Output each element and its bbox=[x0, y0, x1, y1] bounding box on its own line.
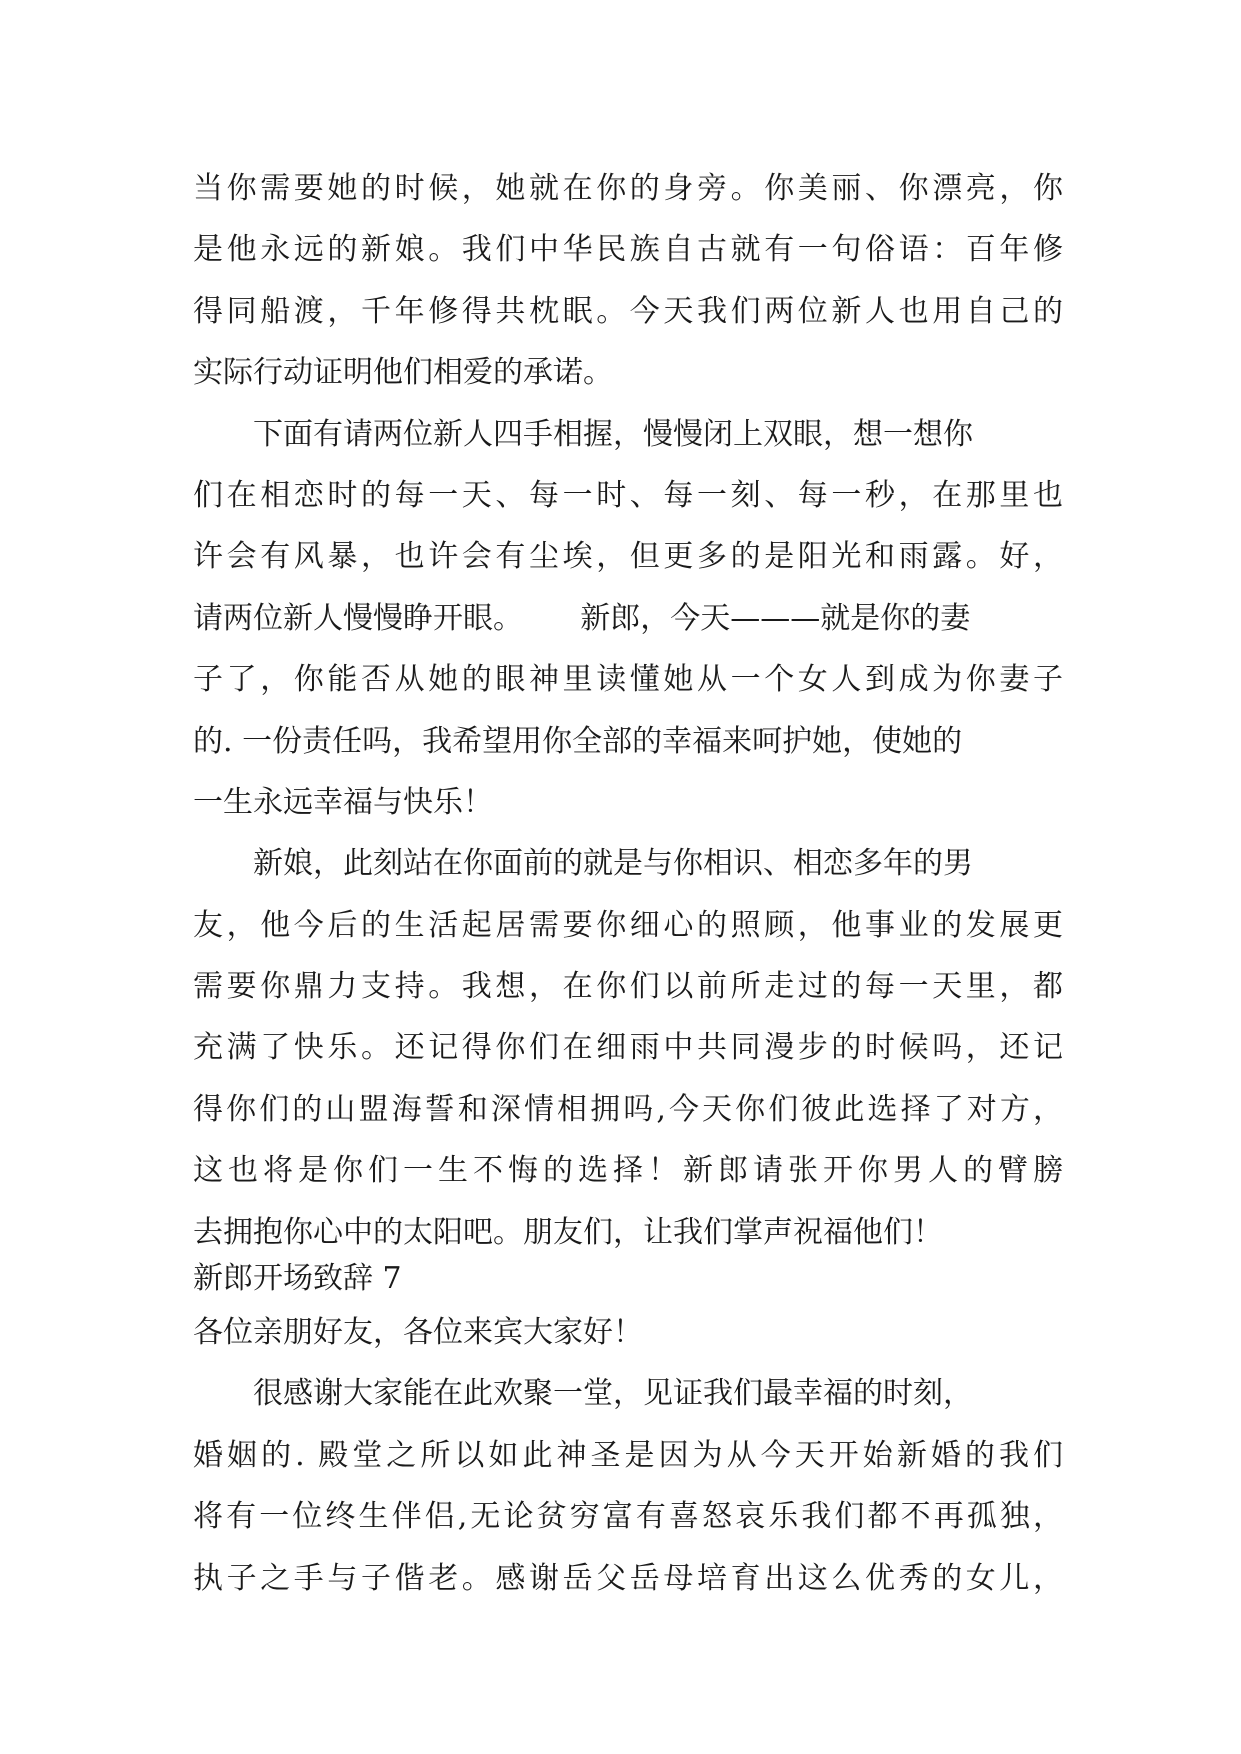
text-line: 将有一位终生伴侣,无论贫穷富有喜怒哀乐我们都不再孤独， bbox=[193, 1499, 1063, 1535]
text-line: 当你需要她的时候，她就在你的身旁。你美丽、你漂亮，你 bbox=[193, 171, 1063, 206]
text-line: 得你们的山盟海誓和深情相拥吗,今天你们彼此选择了对方， bbox=[193, 1091, 1063, 1127]
text-line: 婚姻的. 殿堂之所以如此神圣是因为从今天开始新婚的我们 bbox=[193, 1437, 1063, 1473]
text-line: 友，他今后的生活起居需要你细心的照顾，他事业的发展更 bbox=[193, 907, 1063, 943]
text-line: 这也将是你们一生不悔的选择！新郎请张开你男人的臂膀 bbox=[193, 1153, 1063, 1189]
paragraph-bride bbox=[193, 833, 1063, 1263]
section-title: 新郎开场致辞 7 bbox=[193, 1261, 402, 1297]
text-line: 许会有风暴，也许会有尘埃，但更多的是阳光和雨露。好， bbox=[193, 539, 1063, 575]
text-line: 很感谢大家能在此欢聚一堂，见证我们最幸福的时刻， bbox=[253, 1376, 973, 1412]
text-line: 新娘，此刻站在你面前的就是与你相识、相恋多年的男 bbox=[253, 846, 973, 882]
text-line: 需要你鼎力支持。我想，在你们以前所走过的每一天里，都 bbox=[193, 969, 1063, 1005]
text-line: 充满了快乐。还记得你们在细雨中共同漫步的时候吗，还记 bbox=[193, 1030, 1063, 1066]
greeting-line: 各位亲朋好友，各位来宾大家好！ bbox=[193, 1315, 643, 1351]
paragraph-vows-intro bbox=[193, 158, 1063, 404]
text-line: 请两位新人慢慢睁开眼。 新郎，今天———就是你的妻 bbox=[193, 600, 971, 636]
text-line: 的. 一份责任吗，我希望用你全部的幸福来呵护她，使她的 bbox=[193, 723, 963, 759]
paragraph-groom-thanks bbox=[193, 1363, 1063, 1609]
text-line: 得同船渡，千年修得共枕眠。今天我们两位新人也用自己的 bbox=[193, 293, 1063, 329]
text-line: 实际行动证明他们相爱的承诺。 bbox=[193, 355, 613, 391]
text-line: 去拥抱你心中的太阳吧。朋友们，让我们掌声祝福他们！ bbox=[193, 1214, 943, 1250]
text-line: 下面有请两位新人四手相握，慢慢闭上双眼，想一想你 bbox=[253, 416, 973, 452]
text-line: 们在相恋时的每一天、每一时、每一刻、每一秒，在那里也 bbox=[193, 477, 1063, 513]
text-line: 执子之手与子偕老。感谢岳父岳母培育出这么优秀的女儿， bbox=[193, 1560, 1063, 1596]
paragraph-hands-held bbox=[193, 404, 1063, 834]
text-line: 一生永远幸福与快乐！ bbox=[193, 784, 493, 820]
text-line: 子了，你能否从她的眼神里读懂她从一个女人到成为你妻子 bbox=[193, 662, 1063, 698]
text-line: 是他永远的新娘。我们中华民族自古就有一句俗语：百年修 bbox=[193, 232, 1063, 268]
document-body bbox=[193, 158, 1063, 1609]
